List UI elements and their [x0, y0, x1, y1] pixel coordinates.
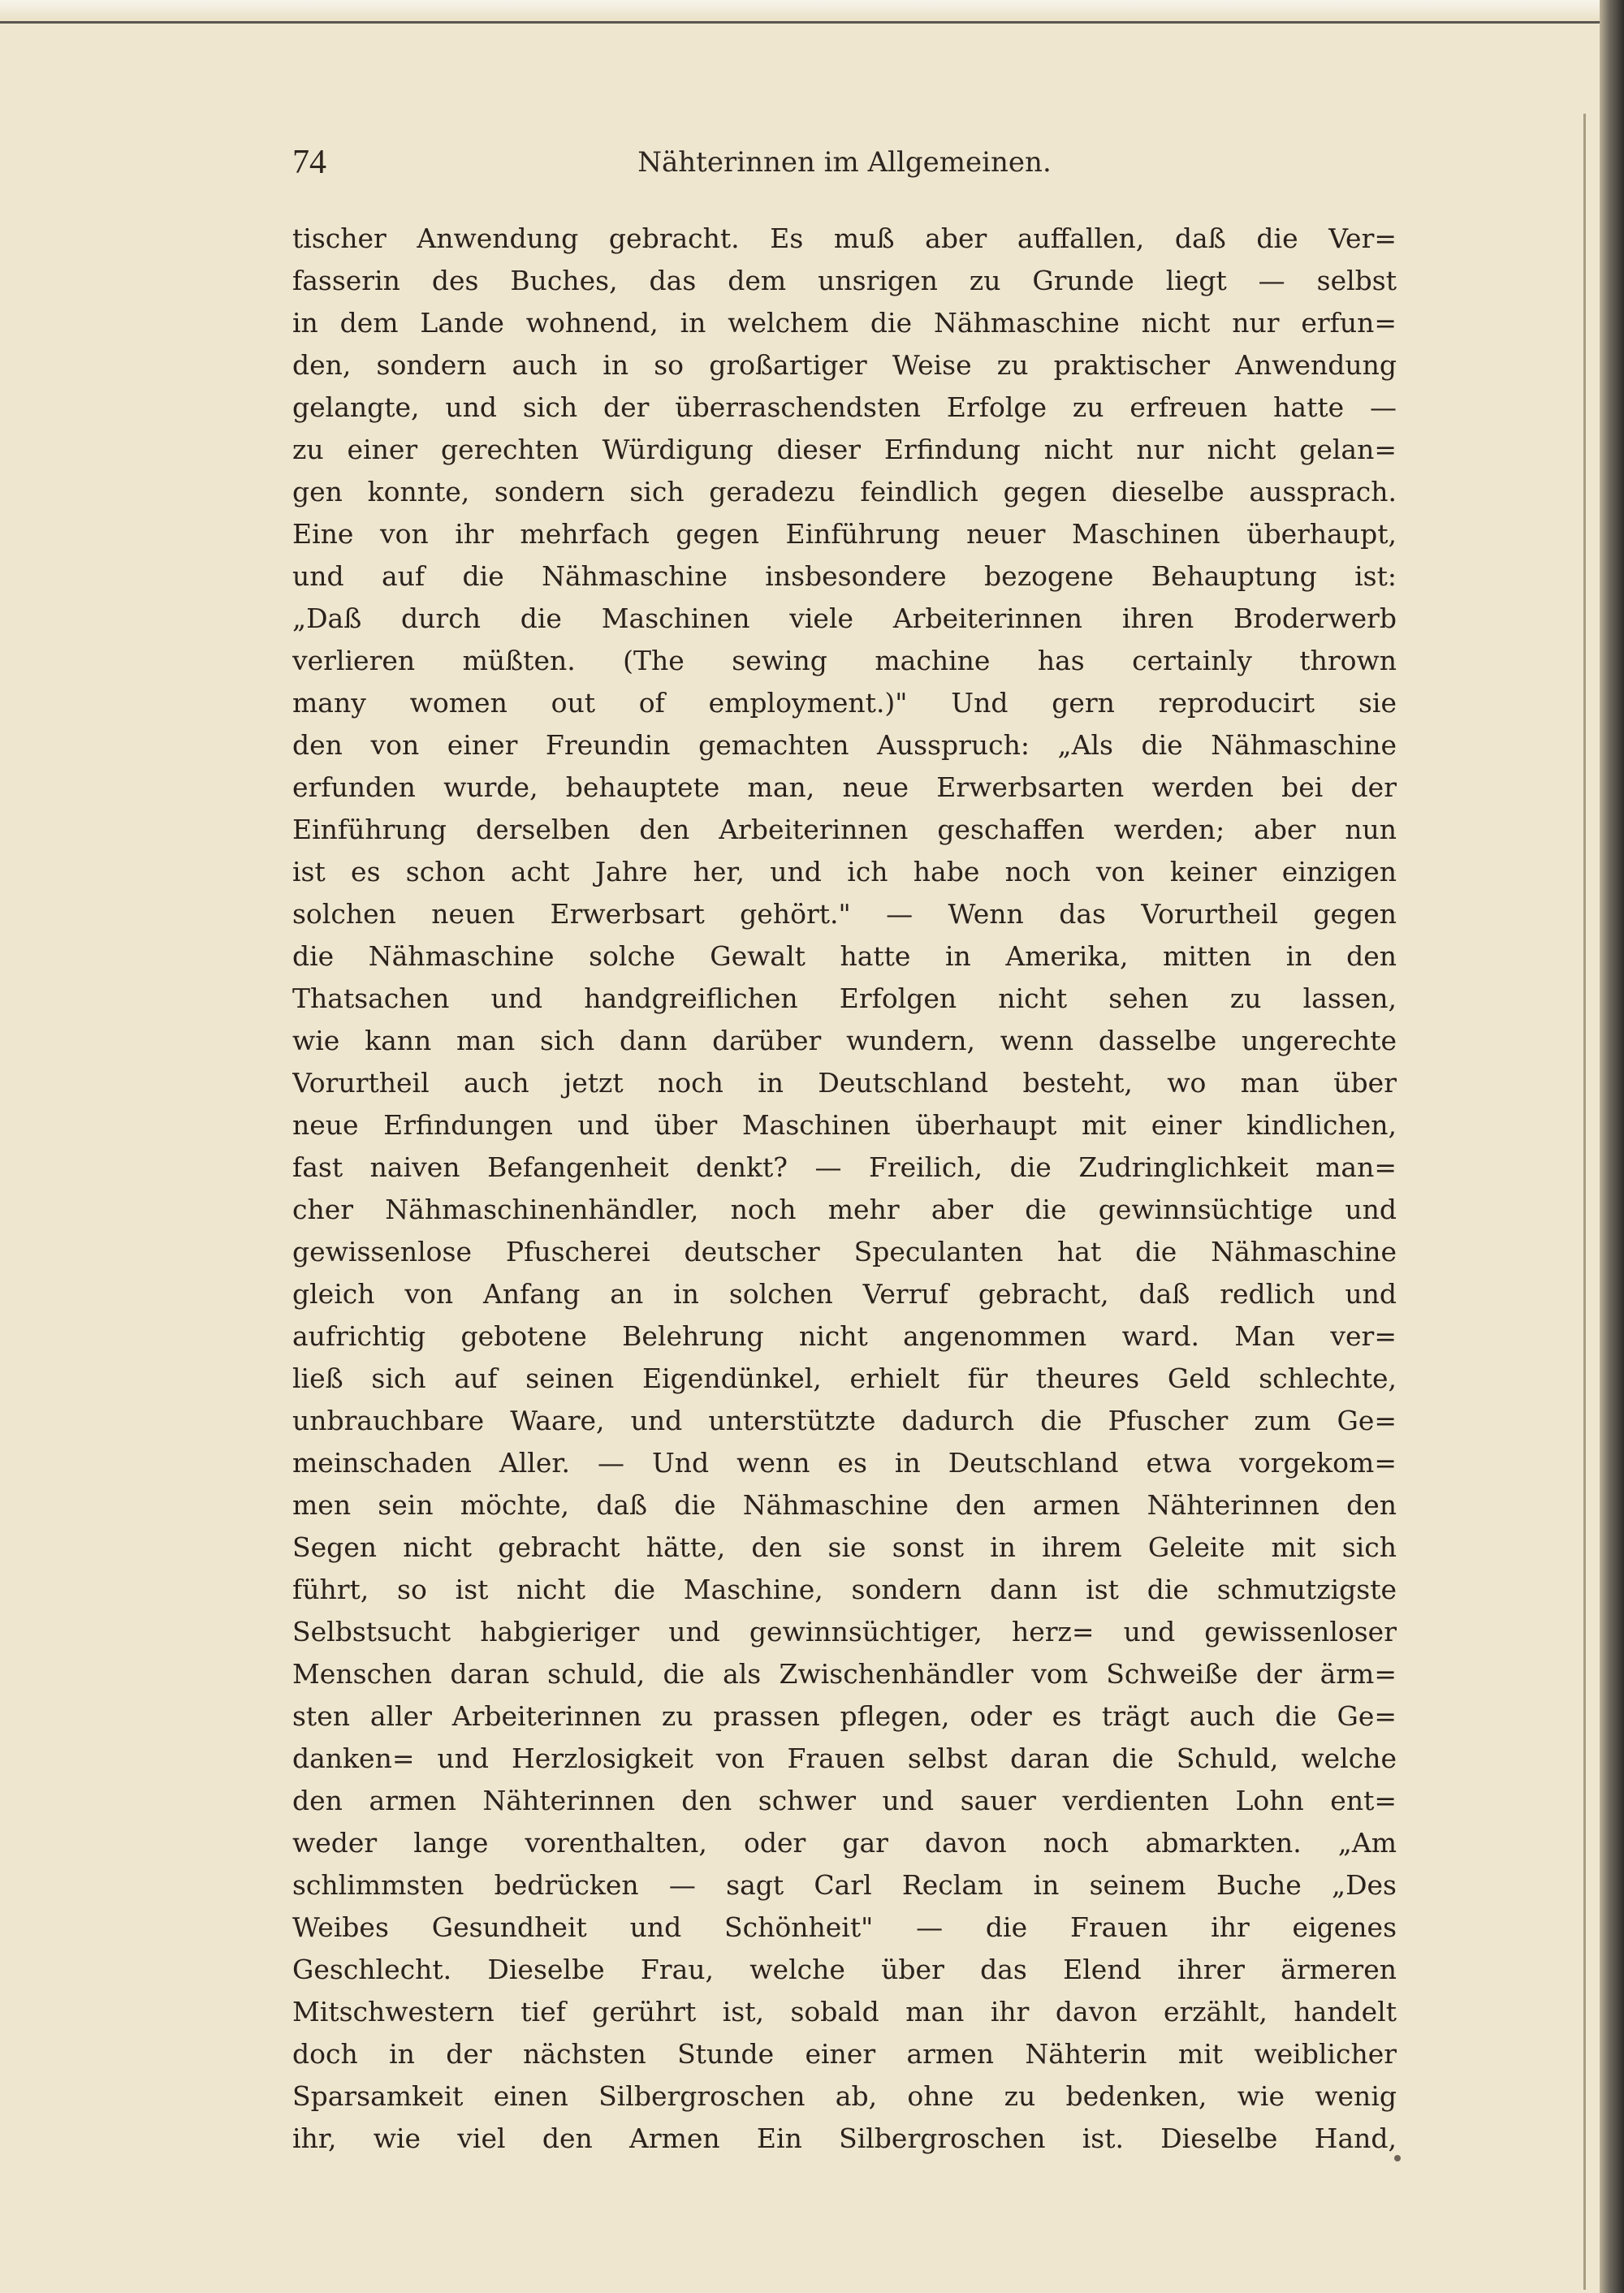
text-line: Vorurtheil auch jetzt noch in Deutschland besteht, wo man über	[292, 1067, 1397, 1099]
text-line: tischer Anwendung gebracht. Es muß aber auffallen, daß die Ver=	[292, 222, 1397, 254]
text-line: many women out of employment.)" Und gern reproducirt sie	[292, 687, 1397, 719]
text-line: „Daß durch die Maschinen viele Arbeiterinnen ihren Broderwerb	[292, 602, 1397, 634]
text-line: Selbstsucht habgieriger und gewinnsüchtiger, herz= und gewissenloser	[292, 1616, 1397, 1647]
body-text	[292, 218, 1397, 2160]
text-line: führt, so ist nicht die Maschine, sondern dann ist die schmutzigste	[292, 1574, 1397, 1605]
text-line: Sparsamkeit einen Silbergroschen ab, ohne zu bedenken, wie wenig	[292, 2080, 1397, 2112]
text-line: men sein möchte, daß die Nähmaschine den armen Nähterinnen den	[292, 1489, 1397, 1521]
text-line: zu einer gerechten Würdigung dieser Erfindung nicht nur nicht gelan=	[292, 434, 1397, 465]
text-line: verlieren müßten. (The sewing machine has certainly thrown	[292, 645, 1397, 676]
text-line: neue Erfindungen und über Maschinen überhaupt mit einer kindlichen,	[292, 1109, 1397, 1141]
text-line: die Nähmaschine solche Gewalt hatte in Amerika, mitten in den	[292, 940, 1397, 972]
text-line: gen konnte, sondern sich geradezu feindlich gegen dieselbe aussprach.	[292, 476, 1397, 507]
text-line: Weibes Gesundheit und Schönheit" — die Frauen ihr eigenes	[292, 1911, 1397, 1943]
text-line: weder lange vorenthalten, oder gar davon noch abmarkten. „Am	[292, 1827, 1397, 1859]
text-line: cher Nähmaschinenhändler, noch mehr aber die gewinnsüchtige und	[292, 1194, 1397, 1225]
text-line: den von einer Freundin gemachten Ausspruch: „Als die Nähmaschine	[292, 729, 1397, 761]
text-line: gleich von Anfang an in solchen Verruf gebracht, daß redlich und	[292, 1278, 1397, 1310]
running-head	[292, 143, 1397, 192]
text-line: erfunden wurde, behauptete man, neue Erwerbsarten werden bei der	[292, 771, 1397, 803]
text-line: unbrauchbare Waare, und unterstützte dadurch die Pfuscher zum Ge=	[292, 1405, 1397, 1436]
text-line: und auf die Nähmaschine insbesondere bezogene Behauptung ist:	[292, 560, 1397, 592]
chapter-title: Nähterinnen im Allgemeinen.	[637, 146, 1052, 179]
page-fold-line	[1583, 114, 1586, 2290]
text-line: den, sondern auch in so großartiger Weise zu praktischer Anwendung	[292, 349, 1397, 381]
text-line: fasserin des Buches, das dem unsrigen zu Grunde liegt — selbst	[292, 265, 1397, 296]
text-line: Menschen daran schuld, die als Zwischenhändler vom Schweiße der ärm=	[292, 1658, 1397, 1690]
text-line: wie kann man sich dann darüber wundern, wenn dasselbe ungerechte	[292, 1025, 1397, 1056]
text-line: danken= und Herzlosigkeit von Frauen selbst daran die Schuld, welche	[292, 1742, 1397, 1774]
text-line: aufrichtig gebotene Belehrung nicht angenommen ward. Man ver=	[292, 1320, 1397, 1352]
text-line: Eine von ihr mehrfach gegen Einführung neuer Maschinen überhaupt,	[292, 518, 1397, 550]
text-line: den armen Nähterinnen den schwer und sauer verdienten Lohn ent=	[292, 1785, 1397, 1816]
text-line: in dem Lande wohnend, in welchem die Nähmaschine nicht nur erfun=	[292, 307, 1397, 339]
page-top-edge	[0, 0, 1624, 24]
ink-speck	[1394, 2155, 1401, 2161]
text-line: Einführung derselben den Arbeiterinnen geschaffen werden; aber nun	[292, 814, 1397, 845]
text-line: solchen neuen Erwerbsart gehört." — Wenn das Vorurtheil gegen	[292, 898, 1397, 930]
text-line: fast naiven Befangenheit denkt? — Freilich, die Zudringlichkeit man=	[292, 1151, 1397, 1183]
text-line: Geschlecht. Dieselbe Frau, welche über das Elend ihrer ärmeren	[292, 1954, 1397, 1985]
text-line: ließ sich auf seinen Eigendünkel, erhielt für theures Geld schlechte,	[292, 1362, 1397, 1394]
text-line: Mitschwestern tief gerührt ist, sobald man ihr davon erzählt, handelt	[292, 1996, 1397, 2027]
text-line: doch in der nächsten Stunde einer armen Nähterin mit weiblicher	[292, 2038, 1397, 2070]
text-line: Thatsachen und handgreiflichen Erfolgen nicht sehen zu lassen,	[292, 982, 1397, 1014]
page-right-edge	[1600, 0, 1624, 2293]
text-line: gewissenlose Pfuscherei deutscher Speculanten hat die Nähmaschine	[292, 1236, 1397, 1267]
text-line: gelangte, und sich der überraschendsten Erfolge zu erfreuen hatte —	[292, 391, 1397, 423]
text-line: schlimmsten bedrücken — sagt Carl Reclam in seinem Buche „Des	[292, 1869, 1397, 1901]
text-line: ihr, wie viel den Armen Ein Silbergroschen ist. Dieselbe Hand,	[292, 2122, 1397, 2154]
text-line: sten aller Arbeiterinnen zu prassen pflegen, oder es trägt auch die Ge=	[292, 1700, 1397, 1732]
text-line: Segen nicht gebracht hätte, den sie sonst in ihrem Geleite mit sich	[292, 1531, 1397, 1563]
page-number: 74	[292, 144, 326, 181]
text-line: ist es schon acht Jahre her, und ich habe noch von keiner einzigen	[292, 856, 1397, 887]
text-line: meinschaden Aller. — Und wenn es in Deutschland etwa vorgekom=	[292, 1447, 1397, 1479]
